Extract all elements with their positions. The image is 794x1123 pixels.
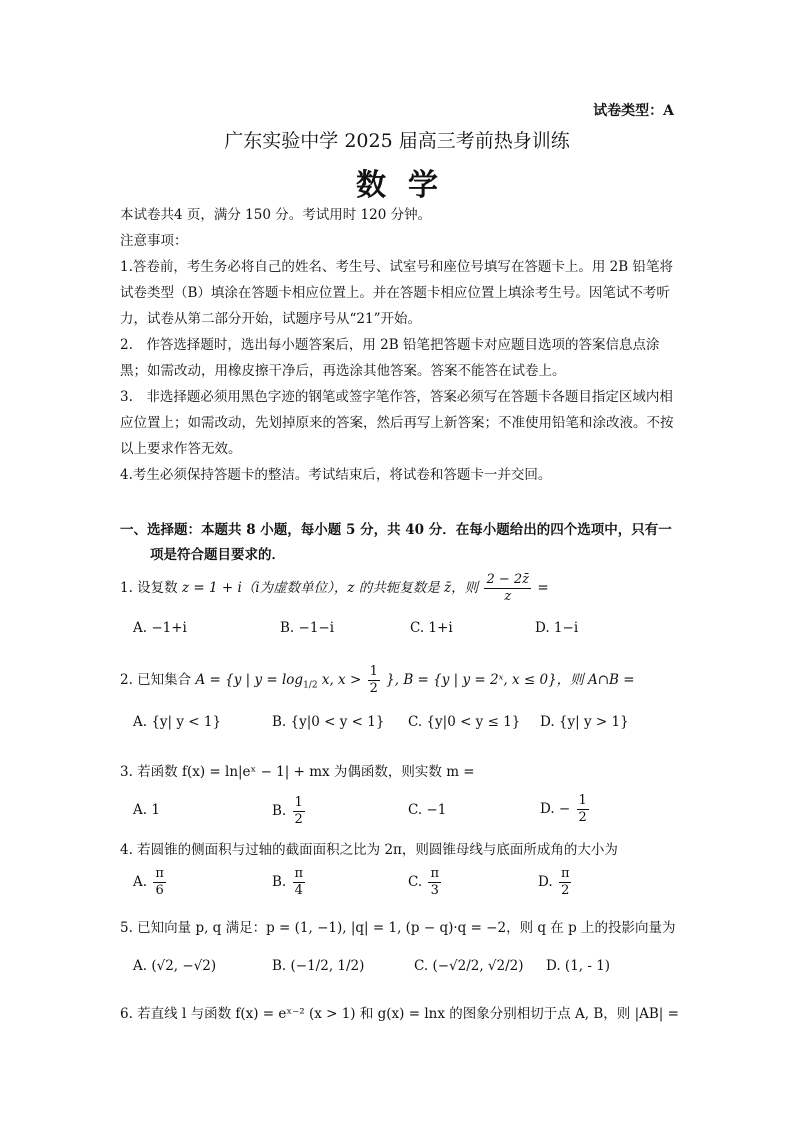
instructions [120, 202, 680, 488]
q4-option-c [408, 866, 443, 899]
q4-b-den: 4 [294, 883, 303, 898]
q4-b-label: B. [272, 874, 287, 890]
q2-set-a2: x, x > [321, 672, 362, 688]
q4-d-label: D. [538, 874, 553, 890]
q3-b-num: 1 [294, 795, 303, 810]
q3-option-b [272, 795, 307, 828]
q4-b-num: π [294, 866, 304, 881]
note-3: 3. 非选择题必须用黑色字迹的钢笔或签字笔作答，答案必须写在答题卡各题目指定区域内相应位置上；如需改动，先划掉原来的答案，然后再写上新答案；不准使用铅笔和涂改液。不按以上要求作答无效。 [120, 389, 674, 457]
q4-a-label: A. [133, 874, 148, 890]
note-2: 2. 作答选择题时，选出每小题答案后，用 2B 铅笔把答题卡对应题目选项的答案信息点涂黑；如需改动，用橡皮擦干净后，再选涂其他答案。答案不能答在试卷上。 [120, 337, 660, 379]
note-4: 4.考生必须保持答题卡的整洁。考试结束后，将试卷和答题卡一并交回。 [120, 467, 552, 483]
question-6: 6. 若直线 l 与函数 f(x) = eˣ⁻² (x > 1) 和 g(x) = lnx 的图象分别相切于点 A, B，则 |AB| = [120, 1006, 679, 1022]
q4-a-den: 6 [155, 883, 164, 898]
q2-option-c: C. {y|0 < y ≤ 1} [408, 714, 521, 730]
q2-stem-a: 2. 已知集合 [120, 672, 192, 688]
q5-option-b [272, 958, 364, 974]
q3-option-a: A. 1 [133, 802, 160, 818]
paper-type-label: 试卷类型：A [593, 103, 674, 119]
q2-option-a: A. {y| y < 1} [133, 714, 222, 730]
q4-d-num: π [560, 866, 570, 881]
q4-c-num: π [430, 866, 439, 881]
question-3: 3. 若函数 f(x) = ln|eˣ − 1| + mx 为偶函数，则实数 m = [120, 764, 475, 780]
q3-option-c: C. −1 [408, 802, 447, 818]
q2-option-b: B. {y|0 < y < 1} [272, 714, 385, 730]
q4-c-fraction [428, 866, 441, 899]
q3-d-den: 2 [578, 810, 587, 825]
q3-d-num: 1 [578, 793, 587, 808]
q4-d-den: 2 [561, 883, 570, 898]
q4-c-den: 3 [430, 883, 439, 898]
q4-d-fraction [559, 866, 572, 899]
q1-stem-a: 1. 设复数 [120, 580, 178, 596]
q1-frac-den: z [504, 589, 512, 604]
q5-option-c [414, 958, 524, 974]
subject-title: 数学 [356, 168, 460, 203]
q4-option-b [272, 866, 307, 899]
q1-option-c: C. 1+i [410, 620, 453, 636]
q5-c-label: C. [414, 958, 429, 974]
exam-title: 广东实验中学 2025 届高三考前热身训练 [224, 130, 570, 152]
q4-a-fraction [153, 866, 166, 899]
q3-option-d-fraction [577, 793, 589, 826]
q5-b-label: B. [272, 958, 287, 974]
q1-frac-num: 2 − 2z̄ [486, 572, 530, 587]
q2-set-a: A = {y | y = log [195, 672, 304, 688]
q4-a-num: π [155, 866, 164, 881]
q1-stem-c: z̄，则 [444, 580, 479, 596]
q5-option-a: A. (√2, −√2) [133, 958, 217, 974]
notes-title: 注意事项： [120, 233, 188, 249]
q4-c-label: C. [408, 874, 423, 890]
q2-log-base: 1/2 [303, 680, 318, 691]
section-line-1: 一、选择题：本题共 8 小题，每小题 5 分，共 40 分．在每小题给出的四个选项中，只有一 [120, 522, 672, 538]
q3-option-d [540, 793, 591, 826]
q3-option-b-label: B. [272, 803, 287, 819]
q2-set-b: }, B = {y | y = 2ˣ, x ≤ 0}，则 A∩B = [386, 672, 635, 688]
question-2 [120, 664, 635, 697]
q3-option-b-fraction [293, 795, 305, 828]
q1-stem-d: = [537, 580, 549, 596]
q1-option-b: B. −1−i [280, 620, 335, 636]
q3-option-d-label: D. − [540, 801, 571, 817]
q5-option-d: D. (1, - 1) [546, 958, 611, 974]
pages-line: 本试卷共4 页，满分 150 分。考试用时 120 分钟。 [120, 207, 432, 223]
q2-half-num: 1 [369, 664, 378, 679]
section-heading [120, 518, 680, 568]
q4-b-fraction [293, 866, 306, 899]
q4-option-a [133, 866, 168, 899]
q1-stem-b: z = 1 + i（i为虚数单位），z 的共轭复数是 [181, 580, 440, 596]
question-1 [120, 572, 549, 605]
note-1: 1.答卷前，考生务必将自己的姓名、考生号、试室号和座位号填写在答题卡上。用 2B 铅笔将试卷类型（B）填涂在答题卡相应位置上。并在答题卡相应位置上填涂考生号。因笔试不考听力，试卷从第二部分开始，试题序号从“21”开始。 [120, 259, 673, 327]
q5-c-value: (−√2/2, √2/2) [432, 958, 524, 974]
q4-option-d [538, 866, 573, 899]
q1-option-a: A. −1+i [133, 620, 187, 636]
q1-fraction [484, 572, 531, 605]
q3-b-den: 2 [294, 812, 303, 827]
question-4: 4. 若圆锥的侧面积与过轴的截面面积之比为 2π，则圆锥母线与底面所成角的大小为 [120, 842, 618, 858]
q2-half-fraction [368, 664, 380, 697]
q2-option-d: D. {y| y > 1} [540, 714, 629, 730]
q2-half-den: 2 [369, 681, 378, 696]
q1-option-d: D. 1−i [535, 620, 579, 636]
question-5: 5. 已知向量 p, q 满足：p = (1, −1), |q| = 1, (p − q)·q = −2，则 q 在 p 上的投影向量为 [120, 920, 676, 936]
q5-b-value: (−1/2, 1/2) [290, 958, 365, 974]
section-line-2: 项是符合题目要求的． [150, 547, 285, 563]
